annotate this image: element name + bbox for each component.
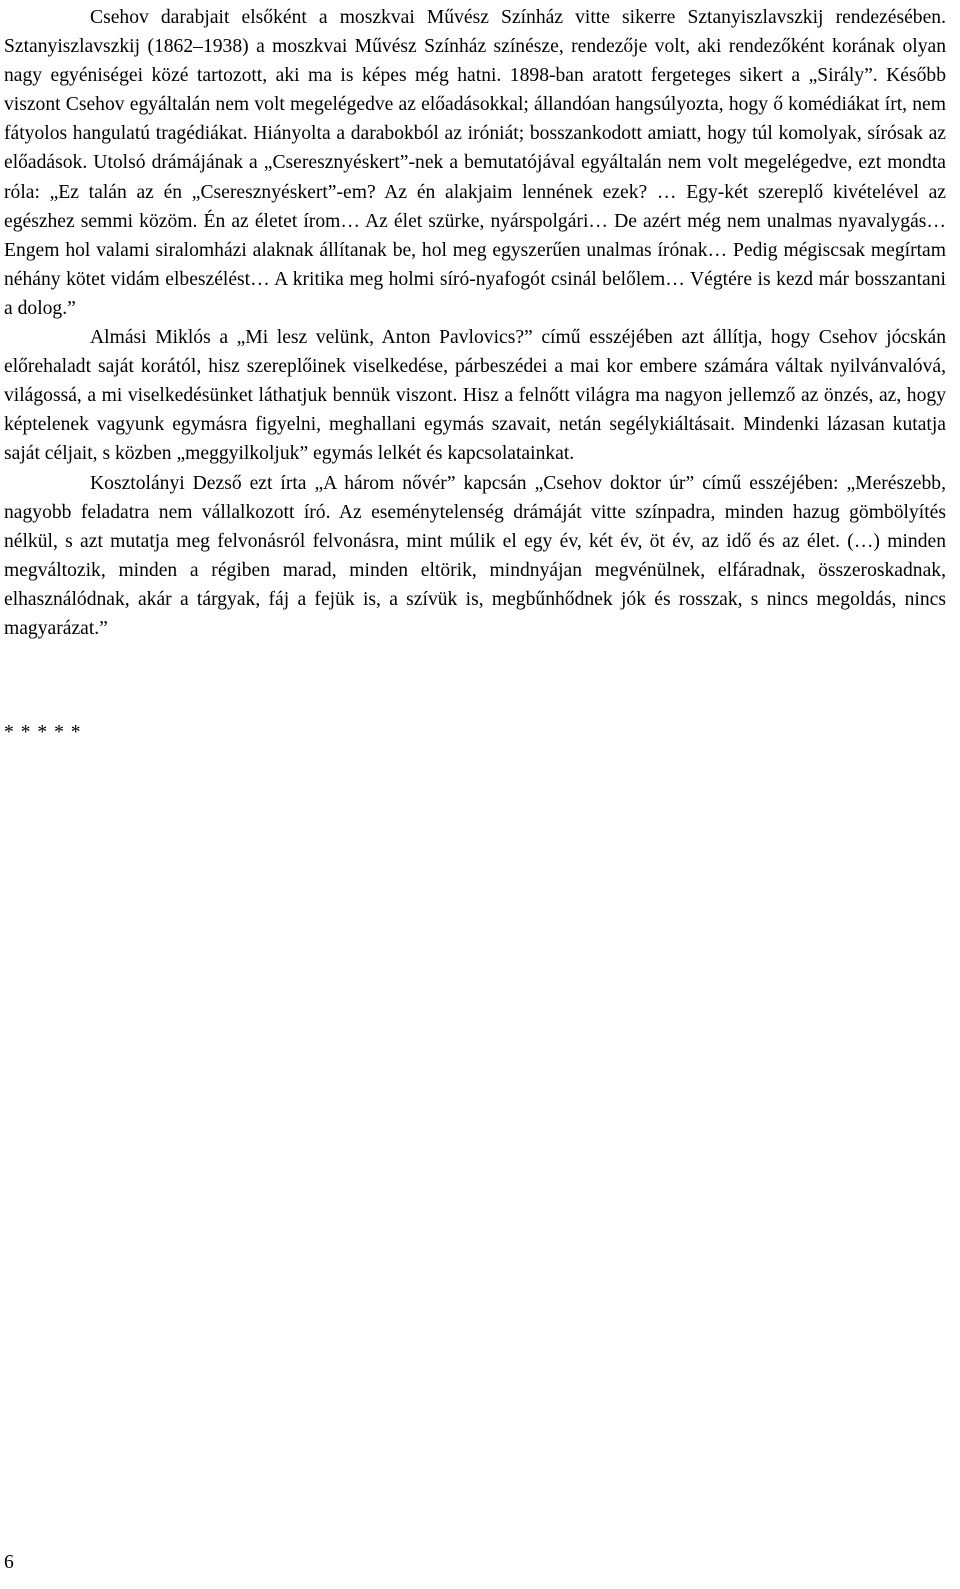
section-separator: * * * * * xyxy=(4,722,82,743)
page-number: 6 xyxy=(4,1552,14,1573)
paragraph-csehov-stanislavski: Csehov darabjait elsőként a moszkvai Művész Színház vitte sikerre Sztanyiszlavszkij rendezésében. Sztanyiszlavszkij (1862–1938) a moszkvai Művész Színház színésze, rendezője volt, aki rendezőként korának olyan nagy egyéniségei közé tartozott, aki ma is képes még hatni. 1898-ban aratott fergeteges sikert a „Sirály”. Később viszont Csehov egyáltalán nem volt megelégedve az előadásokkal; állandóan hangsúlyozta, hogy ő komédiákat írt, nem fátyolos hangulatú tragédiákat. Hiányolta a darabokból az iróniát; bosszankodott amiatt, hogy túl komolyak, sírósak az előadások. Utolsó drámájának a „Cseresznyéskert”-nek a bemutatójával egyáltalán nem volt megelégedve, ezt mondta róla: „Ez talán az én „Cseresznyéskert”-em? Az én alakjaim lennének ezek? … Egy-két szereplő kivételével az egészhez semmi közöm. Én az életet írom… Az élet szürke, nyárspolgári… De azért még nem unalmas nyavalygás… Engem hol valami siralomházi alaknak állítanak be, hol meg egyszerűen unalmas írónak… Pedig mégiscsak megírtam néhány kötet vidám elbeszélést… A kritika meg holmi síró-nyafogót csinál belőlem… Végtére is kezd már bosszantani a dolog.” xyxy=(4,7,946,319)
document-body xyxy=(4,3,946,643)
paragraph-kosztolanyi: Kosztolányi Dezső ezt írta „A három nővér” kapcsán „Csehov doktor úr” című esszéjében: „Merészebb, nagyobb feladatra nem vállalkozott író. Az eseménytelenség drámáját vitte színpadra, minden hazug gömbölyítés nélkül, s azt mutatja meg felvonásról felvonásra, mint múlik el egy év, két év, öt év, az idő és az élet. (…) minden megváltozik, minden a régiben marad, minden eltörik, mindnyájan megvénülnek, elfáradnak, összeroskadnak, elhasználódnak, akár a tárgyak, fáj a fejük is, a szívük is, megbűnhődnek jók és rosszak, s nincs megoldás, nincs magyarázat.” xyxy=(4,472,946,639)
paragraph-almasi: Almási Miklós a „Mi lesz velünk, Anton Pavlovics?” című esszéjében azt állítja, hogy Csehov jócskán előrehaladt saját korától, hisz szereplőinek viselkedése, párbeszédei a mai kor embere számára váltak nyilvánvalóvá, világossá, a mi viselkedésünket láthatjuk bennük viszont. Hisz a felnőtt világra ma nagyon jellemző az önzés, az, hogy képtelenek vagyunk egymásra figyelni, meghallani egymás szavait, netán segélykiáltásait. Mindenki lázasan kutatja saját céljait, s közben „meggyilkoljuk” egymás lelkét és kapcsolatainkat. xyxy=(4,327,946,465)
